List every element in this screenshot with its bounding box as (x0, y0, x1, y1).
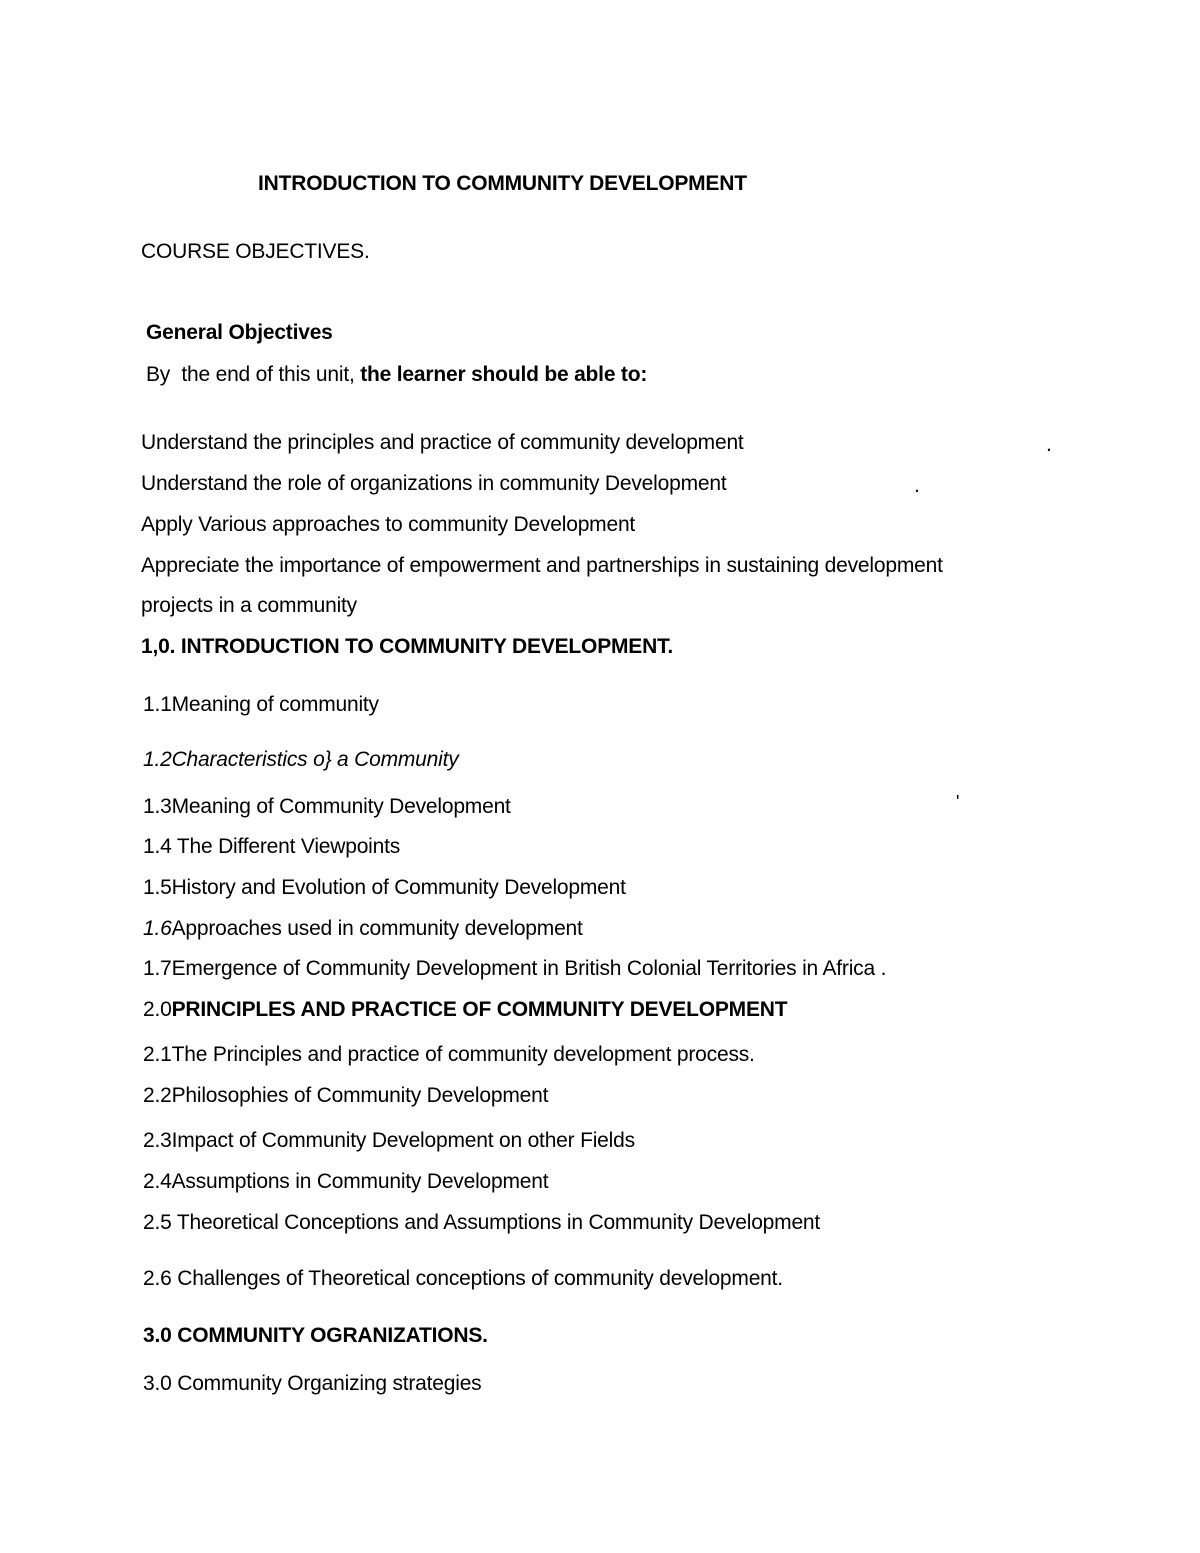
intro-bold: the learner should be able to: (360, 363, 648, 386)
section2-item: 2.1The Principles and practice of community development process. (143, 1043, 755, 1066)
section3-item: 3.0 Community Organizing strategies (143, 1372, 482, 1395)
objective-item: Appreciate the importance of empowerment and partnerships in sustaining development (141, 554, 943, 577)
intro-sentence (146, 362, 647, 388)
section1-item: 1.4 The Different Viewpoints (143, 835, 401, 858)
section1-item: 1.3Meaning of Community Development (143, 795, 511, 818)
objective-item: Understand the role of organizations in community Development (141, 472, 727, 495)
section1-item-number: 1.6 (143, 917, 172, 940)
section2-item: 2.6 Challenges of Theoretical conceptions of community development. (143, 1267, 783, 1290)
section1-item: 1.2Characteristics o} a Community (143, 748, 459, 771)
objective-mark: . (1046, 433, 1052, 456)
general-objectives-heading: General Objectives (146, 321, 333, 344)
section1-item: 1.7Emergence of Community Development in British Colonial Territories in Africa . (143, 957, 887, 980)
section3-heading: 3.0 COMMUNITY OGRANIZATIONS. (143, 1324, 488, 1347)
section1-item: 1.5History and Evolution of Community Development (143, 876, 626, 899)
section1-item (143, 916, 583, 942)
section1-heading: 1,0. INTRODUCTION TO COMMUNITY DEVELOPMENT. (141, 635, 673, 658)
objective-item: Understand the principles and practice of community development (141, 431, 744, 454)
intro-prefix: By the end of this unit, (146, 363, 361, 386)
objective-item: Apply Various approaches to community Development (141, 513, 636, 536)
objective-item-continued: projects in a community (141, 594, 357, 617)
section2-heading-text: PRINCIPLES AND PRACTICE OF COMMUNITY DEVELOPMENT (171, 998, 788, 1021)
section2-heading (143, 997, 787, 1023)
section1-item-text: Approaches used in community development (171, 917, 583, 940)
section2-heading-number: 2.0 (143, 998, 172, 1021)
section2-item: 2.4Assumptions in Community Development (143, 1170, 549, 1193)
stray-mark: ' (956, 792, 960, 812)
section2-item: 2.3Impact of Community Development on other Fields (143, 1129, 635, 1152)
objective-mark: . (914, 474, 920, 497)
section2-item: 2.5 Theoretical Conceptions and Assumptions in Community Development (143, 1211, 821, 1234)
course-objectives-heading: COURSE OBJECTIVES. (141, 240, 370, 263)
section2-item: 2.2Philosophies of Community Development (143, 1084, 549, 1107)
section1-item: 1.1Meaning of community (143, 693, 379, 716)
document-title: INTRODUCTION TO COMMUNITY DEVELOPMENT (258, 172, 747, 195)
